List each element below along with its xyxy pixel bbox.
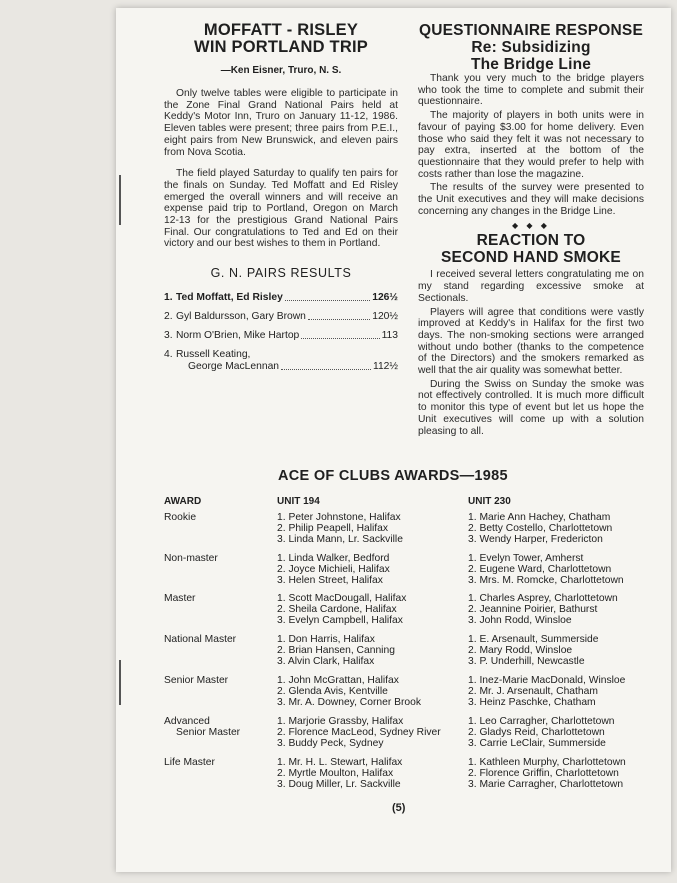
leader-dots (285, 292, 370, 301)
article1-title-line2: WIN PORTLAND TRIP (194, 38, 368, 56)
awards-header-unit230: UNIT 230 (468, 496, 511, 507)
award-category: Non-master (164, 553, 218, 564)
winner: 1. Marie Ann Hachey, Chatham (468, 512, 611, 523)
winner: 3. Linda Mann, Lr. Sackville (277, 534, 403, 546)
section-separator: ◆ ◆ ◆ (512, 221, 550, 231)
winner: 3. Heinz Paschke, Chatham (468, 697, 596, 709)
results-row-line2 (164, 361, 398, 373)
winner: 2. Myrtle Moulton, Halifax (277, 768, 394, 780)
article2-title-line2: Re: Subsidizing (471, 39, 591, 56)
results-row (164, 349, 398, 373)
staple-top (119, 175, 121, 225)
awards-header-award: AWARD (164, 496, 202, 507)
unit230-winners (468, 675, 625, 709)
winner: 1. Peter Johnstone, Halifax (277, 512, 401, 523)
article3-title-line1: REACTION TO (476, 232, 586, 250)
results-name: Ted Moffatt, Ed Risley (176, 292, 283, 304)
results-name: Gyl Baldursson, Gary Brown (176, 311, 306, 323)
unit194-winners (277, 553, 390, 587)
award-category: Master (164, 593, 196, 604)
winner: 1. John McGrattan, Halifax (277, 675, 399, 686)
results-rank: 2. (164, 311, 173, 323)
winner: 2. Betty Costello, Charlottetown (468, 523, 613, 535)
results-row-line1 (164, 349, 398, 361)
winner: 2. Jeannine Poirier, Bathurst (468, 604, 598, 616)
article2-title-line1: QUESTIONNAIRE RESPONSE (418, 22, 644, 39)
award-category: Rookie (164, 512, 197, 523)
results-score: 112½ (372, 361, 398, 373)
winner: 3. Mr. A. Downey, Corner Brook (277, 697, 422, 709)
article2-paragraph: The majority of players in both units were in favour of paying $3.00 for home delivery. Even those who said they felt it was not necessary to pay extra, inserted at the bottom of the questionnaire that they would prefer to help with costs rather than lose the magazine. (418, 110, 644, 180)
winner: 3. Buddy Peck, Sydney (277, 738, 384, 750)
article2-paragraph: Thank you very much to the bridge players who took the time to complete and submit their questionnaire. (418, 73, 644, 108)
leader-dots (281, 361, 371, 370)
winner: 2. Eugene Ward, Charlottetown (468, 564, 612, 576)
article1-title (164, 22, 398, 56)
unit230-winners (468, 512, 612, 546)
award-category: National Master (164, 634, 237, 645)
staple-bottom (119, 660, 121, 705)
winner: 2. Mary Rodd, Winsloe (468, 645, 573, 657)
article1-byline: —Ken Eisner, Truro, N. S. (220, 65, 342, 76)
winner: 2. Florence Griffin, Charlottetown (468, 768, 619, 780)
awards-title: ACE OF CLUBS AWARDS—1985 (278, 468, 508, 484)
unit194-winners (277, 716, 441, 750)
article1-paragraph: The field played Saturday to qualify ten pairs for the finals on Sunday. Ted Moffatt and Ed Risley emerged the overall winners and will receive an expense paid trip to Portland, Oregon on March 12-13 for the prestigious Grand National Pairs Final. Our congratulations to Ted and Ed on their victory and our best wishes to them in Portland. (164, 168, 398, 250)
winner: 3. Mrs. M. Romcke, Charlottetown (468, 575, 624, 587)
award-category-line2: Senior Master (176, 727, 241, 739)
left-column (164, 22, 398, 380)
awards-header-unit194: UNIT 194 (277, 496, 320, 507)
winner: 3. Doug Miller, Lr. Sackville (277, 779, 401, 791)
article2-title-line3: The Bridge Line (470, 56, 592, 73)
unit230-winners (468, 553, 624, 587)
winner: 2. Joyce Michieli, Halifax (277, 564, 390, 576)
unit194-winners (277, 757, 402, 791)
winner: 1. Marjorie Grassby, Halifax (277, 716, 404, 727)
winner: 1. Mr. H. L. Stewart, Halifax (277, 757, 403, 768)
article3-title-line2: SECOND HAND SMOKE (441, 249, 621, 267)
page-number: (5) (392, 802, 406, 814)
winner: 1. Inez-Marie MacDonald, Winsloe (468, 675, 626, 686)
results-score: 120½ (372, 311, 398, 323)
winner: 1. Leo Carragher, Charlottetown (468, 716, 615, 727)
results-title: G. N. PAIRS RESULTS (210, 266, 352, 281)
winner: 3. Carrie LeClair, Summerside (468, 738, 606, 750)
article2-paragraph: The results of the survey were presented to the Unit executives and they will make decisions concerning any changes in the Bridge Line. (418, 182, 644, 217)
winner: 3. John Rodd, Winsloe (468, 615, 572, 627)
article3-paragraph: During the Swiss on Sunday the smoke was not effectively controlled. It is much more difficult to monitor this type of event but let us hope the Unit executives will come up with a solution pleasing to all. (418, 378, 644, 437)
article3-paragraph: Players will agree that conditions were vastly improved at Keddy's in Halifax for the first two days. The non-smoking sections were arranged without undo bother (thanks to the competence of the Directors) and the smokers remarked as well that the air quality was somewhat better. (418, 306, 644, 377)
results-name: Norm O'Brien, Mike Hartop (176, 330, 300, 342)
winner: 2. Mr. J. Arsenault, Chatham (468, 686, 598, 698)
article3-title (418, 232, 644, 266)
unit230-winners (468, 716, 615, 750)
unit194-winners (277, 675, 421, 709)
unit194-winners (277, 634, 395, 668)
winner: 3. Marie Carragher, Charlottetown (468, 779, 624, 791)
winner: 3. Wendy Harper, Fredericton (468, 534, 603, 546)
article3-paragraph: I received several letters congratulating me on my stand regarding excessive smoke at Sectionals. (418, 269, 644, 304)
results-name: Russell Keating, (176, 349, 251, 361)
winner: 3. Helen Street, Halifax (277, 575, 383, 587)
winner: 3. Alvin Clark, Halifax (277, 656, 375, 668)
leader-dots (308, 311, 370, 320)
winner: 1. Evelyn Tower, Amherst (468, 553, 584, 564)
results-name-second: George MacLennan (188, 361, 280, 373)
winner: 1. Charles Asprey, Charlottetown (468, 593, 618, 604)
results-score: 113 (381, 330, 398, 342)
award-category: Senior Master (164, 675, 229, 686)
results-rank: 3. (164, 330, 173, 342)
results-row (164, 292, 398, 304)
winner: 2. Philip Peapell, Halifax (277, 523, 389, 535)
winner: 2. Brian Hansen, Canning (277, 645, 395, 657)
leader-dots (301, 330, 379, 339)
winner: 3. P. Underhill, Newcastle (468, 656, 585, 668)
winner: 2. Glenda Avis, Kentville (277, 686, 388, 698)
results-rank: 1. (164, 292, 173, 304)
award-category (164, 716, 240, 738)
award-category: Life Master (164, 757, 215, 768)
article1-title-line1: MOFFATT - RISLEY (203, 21, 359, 39)
unit230-winners (468, 634, 599, 668)
winner: 1. Kathleen Murphy, Charlottetown (468, 757, 626, 768)
results-row (164, 311, 398, 323)
winner: 1. Don Harris, Halifax (277, 634, 375, 645)
unit194-winners (277, 512, 403, 546)
results-row (164, 330, 398, 342)
results-rank: 4. (164, 349, 173, 361)
article1-paragraph: Only twelve tables were eligible to participate in the Zone Final Grand National Pairs held at Keddy's Motor Inn, Truro on January 11-12, 1986. Eleven tables were present; three pairs from P.E.I., eight pairs from New Brunswick, and eleven pairs from Nova Scotia. (164, 88, 398, 158)
results-score: 126½ (372, 292, 398, 304)
winner: 3. Evelyn Campbell, Halifax (277, 615, 403, 627)
unit194-winners (277, 593, 406, 627)
unit230-winners (468, 757, 626, 791)
winner: 1. E. Arsenault, Summerside (468, 634, 599, 645)
article2-title (418, 22, 644, 73)
award-category-line1: Advanced (164, 716, 210, 727)
right-column (418, 22, 644, 437)
unit230-winners (468, 593, 618, 627)
winner: 2. Florence MacLeod, Sydney River (277, 727, 441, 739)
winner: 1. Linda Walker, Bedford (277, 553, 390, 564)
winner: 1. Scott MacDougall, Halifax (277, 593, 407, 604)
winner: 2. Sheila Cardone, Halifax (277, 604, 397, 616)
winner: 2. Gladys Reid, Charlottetown (468, 727, 605, 739)
